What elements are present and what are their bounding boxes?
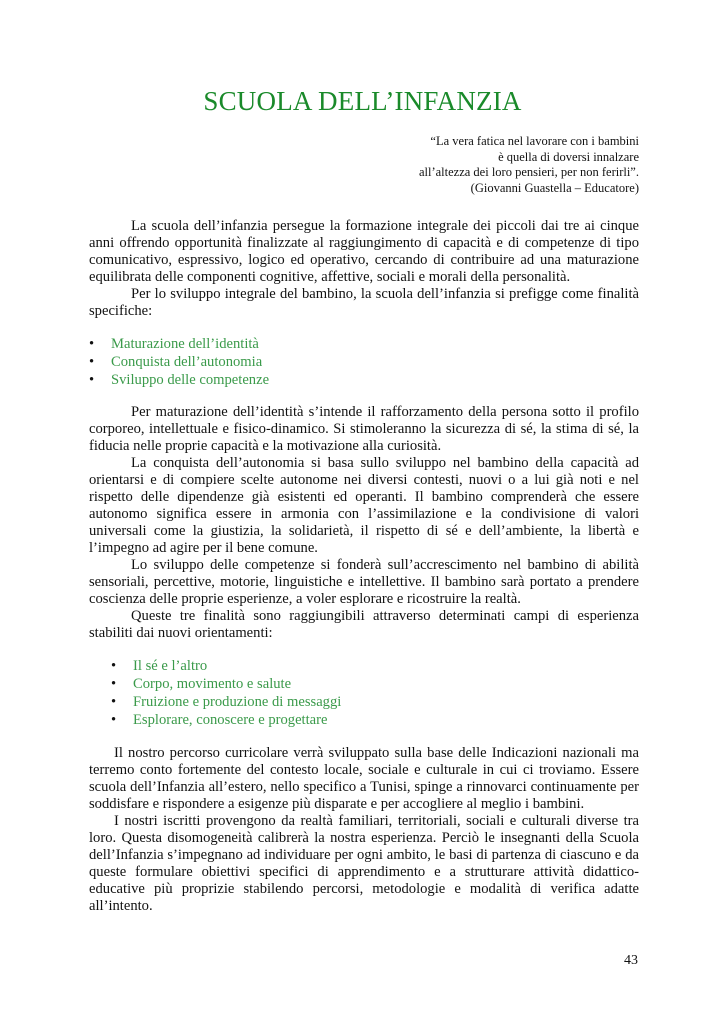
list-item-label: Il sé e l’altro <box>133 658 208 674</box>
list-item-label: Conquista dell’autonomia <box>111 354 263 370</box>
list-item <box>111 711 341 729</box>
epigraph-quote <box>419 134 639 196</box>
list-item <box>89 353 269 371</box>
list-item-label: Sviluppo delle competenze <box>111 372 270 388</box>
bullet-icon: • <box>89 372 95 388</box>
body-paragraph: I nostri iscritti provengono da realtà familiari, territoriali, sociali e culturali diverse tra loro. Questa disomogeneità calibrerà la nostra esperienza. Perciò le insegnanti della Scuola dell’Infanzia s’impegnano ad individuare per ogni ambito, le basi di partenza di ciascuno e da queste formulare obiettivi specifici di apprendimento e a strutturare attività didattico-educative più proprizie stabilendo percorsi, metodologie e modalità di verifica adatte all’intento. <box>89 813 639 914</box>
body-paragraph: Il nostro percorso curricolare verrà sviluppato sulla base delle Indicazioni nazionali ma terremo conto fortemente del contesto locale, sociale e culturale in cui ci troviamo. Essere scuola dell’Infanzia all’estero, nello specifico a Tunisi, spinge a rinnovarci continuamente per soddisfare e rispondere a esigenze più disparate e per accogliere al meglio i bambini. <box>89 745 639 812</box>
intro-paragraph: Per lo sviluppo integrale del bambino, la scuola dell’infanzia si prefigge come finalità specifiche: <box>89 286 639 319</box>
list-item <box>111 693 342 711</box>
quote-attribution: (Giovanni Guastella – Educatore) <box>470 180 639 195</box>
list-item-label: Fruizione e produzione di messaggi <box>133 694 342 710</box>
body-paragraph: Lo sviluppo delle competenze si fonderà sull’accrescimento nel bambino di abilità sensoriali, percettive, motorie, linguistiche e intellettive. Il bambino sarà portato a prendere coscienza delle proprie esperienze, a voler esplorare e ricostruire la realtà. <box>89 557 639 607</box>
page-number: 43 <box>624 953 638 968</box>
intro-section <box>89 218 639 320</box>
finalita-list <box>89 335 270 389</box>
explanations-section <box>89 404 639 642</box>
quote-line: è quella di doversi innalzare <box>498 149 639 164</box>
page-title: SCUOLA DELL’INFANZIA <box>203 86 522 116</box>
list-item-label: Maturazione dell’identità <box>111 336 259 352</box>
bullet-icon: • <box>111 658 117 674</box>
bullet-icon: • <box>111 694 117 710</box>
intro-paragraph: La scuola dell’infanzia persegue la formazione integrale dei piccoli dai tre ai cinque anni offrendo opportunità finalizzate al raggiungimento di capacità e di competenze di tipo comunicativo, espressivo, logico ed operativo, cercando di contribuire ad una maturazione equilibrata delle componenti cognitive, affettive, sociali e morali della personalità. <box>89 218 639 285</box>
body-paragraph: Queste tre finalità sono raggiungibili attraverso determinati campi di esperienza stabiliti dai nuovi orientamenti: <box>89 608 639 641</box>
list-item <box>89 371 270 389</box>
list-item <box>89 335 269 353</box>
body-paragraph: Per maturazione dell’identità s’intende il rafforzamento della persona sotto il profilo corporeo, intellettuale e fisico-dinamico. Si stimoleranno la sicurezza di sé, la stima di sé, la fiducia nelle proprie capacità e la motivazione alla curiosità. <box>89 404 639 454</box>
closing-section <box>89 745 639 915</box>
campi-esperienza-list <box>111 657 342 729</box>
quote-line: all’altezza dei loro pensieri, per non ferirli”. <box>418 165 639 179</box>
quote-line: “La vera fatica nel lavorare con i bambini <box>430 134 639 148</box>
list-item-label: Esplorare, conoscere e progettare <box>133 712 328 728</box>
bullet-icon: • <box>111 676 117 692</box>
bullet-icon: • <box>111 712 117 728</box>
bullet-icon: • <box>89 354 95 370</box>
list-item-label: Corpo, movimento e salute <box>133 676 292 692</box>
body-paragraph: La conquista dell’autonomia si basa sullo sviluppo nel bambino della capacità ad orientarsi e di compiere scelte autonome nei diversi contesti, nuovi o a lui già noti e nel rispetto delle dipendenze già esistenti ed operanti. Il bambino comprenderà che essere autonomo significa essere in armonia con l’assimilazione e la condivisione di valori universali come la giustizia, la solidarietà, il rispetto di sé e dell’ambiente, la libertà e l’impegno ad agire per il bene comune. <box>89 455 639 556</box>
list-item <box>111 675 341 693</box>
list-item <box>111 657 341 675</box>
bullet-icon: • <box>89 336 95 352</box>
